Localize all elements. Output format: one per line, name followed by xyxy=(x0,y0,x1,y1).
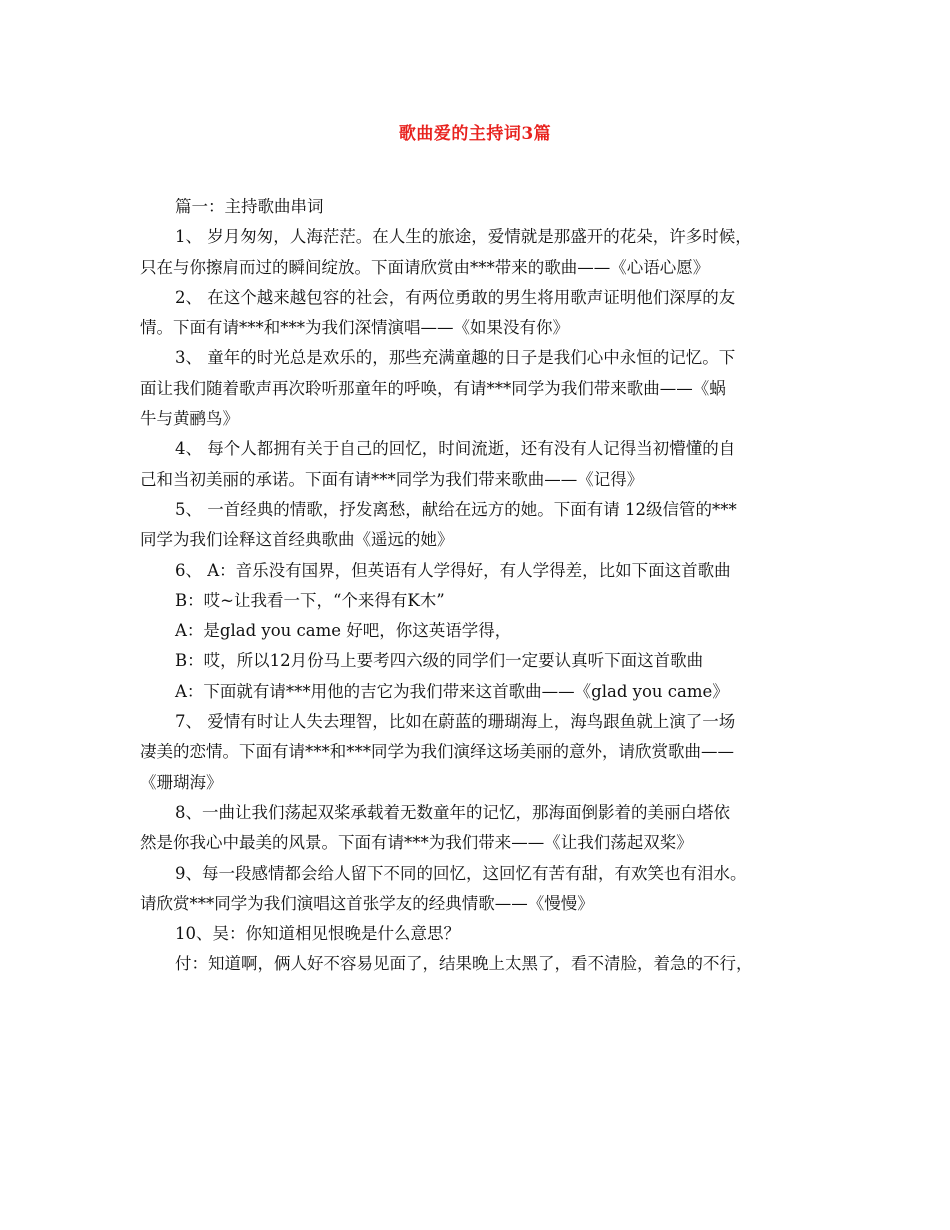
body-line: 然是你我心中最美的风景。下面有请***为我们带来——《让我们荡起双桨》 xyxy=(140,833,693,853)
body-line: 9、每一段感情都会给人留下不同的回忆，这回忆有苦有甜，有欢笑也有泪水。 xyxy=(175,863,747,883)
document-body xyxy=(140,192,810,980)
body-line: 4、 每个人都拥有关于自己的回忆，时间流逝，还有没有人记得当初懵懂的自 xyxy=(175,439,736,459)
body-line: 己和当初美丽的承诺。下面有请***同学为我们带来歌曲——《记得》 xyxy=(140,469,644,489)
body-line: 牛与黄鹂鸟》 xyxy=(140,409,239,429)
body-line: B：哎，所以12月份马上要考四六级的同学们一定要认真听下面这首歌曲 xyxy=(175,651,704,671)
body-line: 1、 岁月匆匆，人海茫茫。在人生的旅途，爱情就是那盛开的花朵，许多时候， xyxy=(175,227,752,247)
body-line: A：下面就有请***用他的吉它为我们带来这首歌曲——《glad you came》 xyxy=(175,681,729,701)
body-line: 只在与你擦肩而过的瞬间绽放。下面请欣赏由***带来的歌曲——《心语心愿》 xyxy=(140,257,710,277)
body-line: 面让我们随着歌声再次聆听那童年的呼唤，有请***同学为我们带来歌曲——《蜗 xyxy=(140,378,726,398)
body-line: 3、 童年的时光总是欢乐的，那些充满童趣的日子是我们心中永恒的记忆。下 xyxy=(175,348,736,368)
body-line: 5、 一首经典的情歌，抒发离愁，献给在远方的她。下面有请 12级信管的*** xyxy=(175,499,737,519)
body-line: B：哎~让我看一下，“个来得有K木” xyxy=(175,590,445,610)
body-line: 篇一：主持歌曲串词 xyxy=(175,197,324,216)
body-line: 8、一曲让我们荡起双桨承载着无数童年的记忆，那海面倒影着的美丽白塔依 xyxy=(175,802,730,822)
body-line: 6、 A：音乐没有国界，但英语有人学得好，有人学得差，比如下面这首歌曲 xyxy=(175,560,731,580)
body-line: 10、吴：你知道相见恨晚是什么意思？ xyxy=(175,924,460,944)
body-line: 请欣赏***同学为我们演唱这首张学友的经典情歌——《慢慢》 xyxy=(140,893,594,913)
body-line: 《珊瑚海》 xyxy=(140,772,223,792)
body-line: 7、 爱情有时让人失去理智，比如在蔚蓝的珊瑚海上，海鸟跟鱼就上演了一场 xyxy=(175,712,736,732)
body-line: 付：知道啊，俩人好不容易见面了，结果晚上太黑了，看不清脸，着急的不行， xyxy=(175,954,753,974)
body-line: 凄美的恋情。下面有请***和***同学为我们演绎这场美丽的意外，请欣赏歌曲—— xyxy=(140,742,734,762)
document-title: 歌曲爱的主持词3篇 xyxy=(398,124,552,144)
body-line: 情。下面有请***和***为我们深情演唱——《如果没有你》 xyxy=(140,318,569,338)
body-line: 2、 在这个越来越包容的社会，有两位勇敢的男生将用歌声证明他们深厚的友 xyxy=(175,287,736,307)
body-line: 同学为我们诠释这首经典歌曲《遥远的她》 xyxy=(140,530,454,550)
body-line: A：是glad you came 好吧，你这英语学得， xyxy=(175,621,512,641)
